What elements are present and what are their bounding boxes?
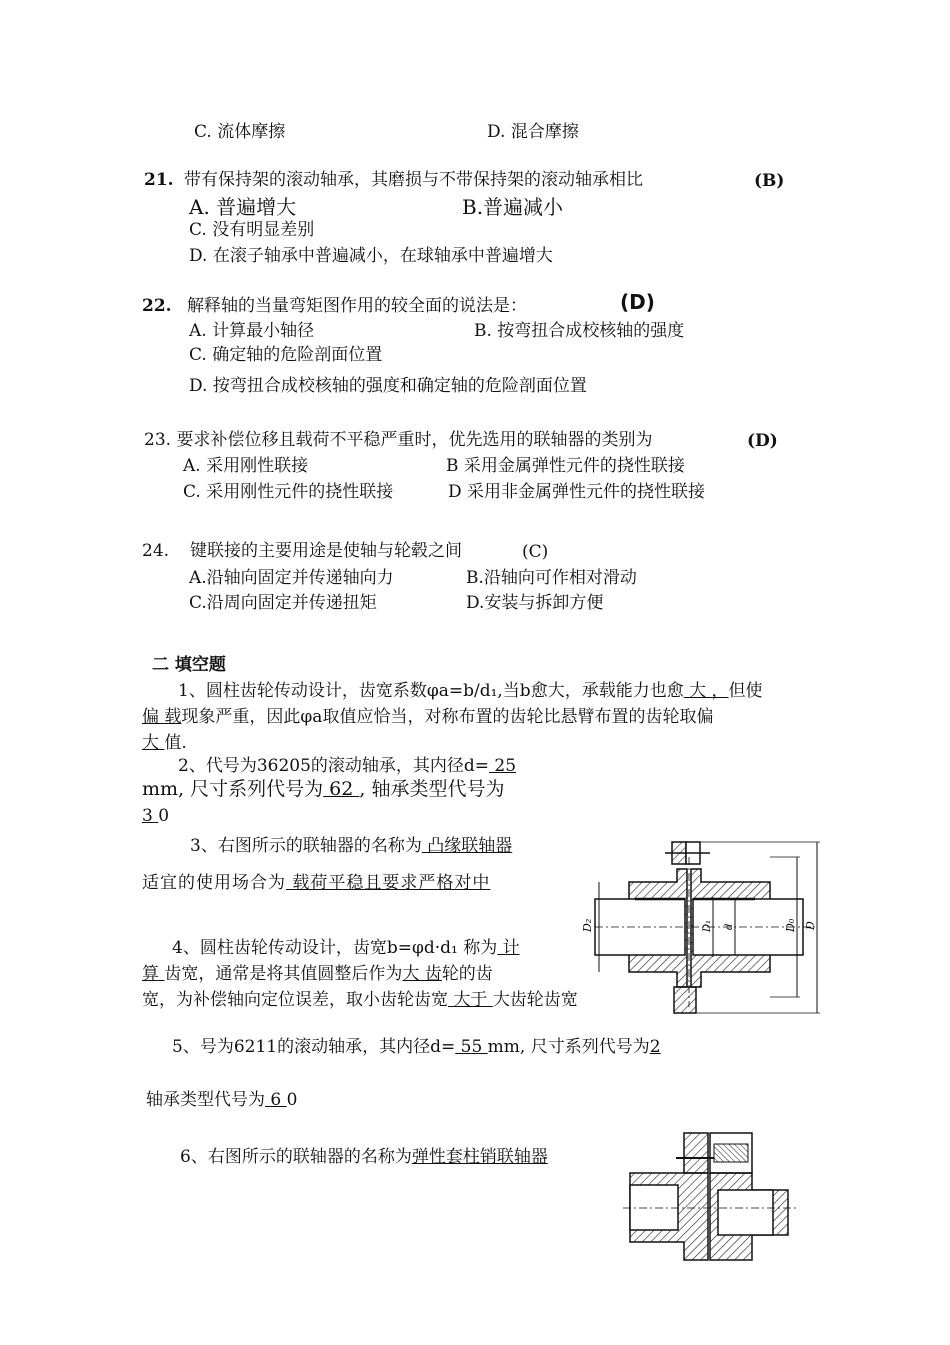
q22-answer: (D) xyxy=(620,290,655,314)
dim-d0-label: D₀ xyxy=(784,918,797,932)
f6-line1: 6、右图所示的联轴器的名称为弹性套柱销联轴器 xyxy=(180,1147,548,1167)
f4-line2: 算 齿宽，通常是将其值圆整后作为大 齿轮的齿 xyxy=(142,964,493,984)
f5-line2: 轴承类型代号为 6 0 xyxy=(146,1090,298,1110)
q23-option-c: C. 采用刚性元件的挠性联接 xyxy=(183,482,394,502)
q22-option-b: B. 按弯扭合成校核轴的强度 xyxy=(474,321,685,341)
f2-line2: mm, 尺寸系列代号为 62 , 轴承类型代号为 xyxy=(142,778,505,800)
q23-option-a: A. 采用刚性联接 xyxy=(183,456,309,476)
q21-option-c: C. 没有明显差别 xyxy=(189,220,315,240)
q21-stem: 带有保持架的滚动轴承，其磨损与不带保持架的滚动轴承相比 xyxy=(184,170,643,190)
q24-option-b: B.沿轴向可作相对滑动 xyxy=(466,568,637,588)
q20-option-d: D. 混合摩擦 xyxy=(487,122,579,142)
f4-line1: 4、圆柱齿轮传动设计，齿宽b=φd·d₁ 称为 计 xyxy=(172,938,520,958)
q23-option-d: D 采用非金属弹性元件的挠性联接 xyxy=(448,482,706,502)
f1-line1: 1、圆柱齿轮传动设计，齿宽系数φa=b/d₁,当b愈大，承载能力也愈 大 ，但使 xyxy=(178,681,763,701)
q23-stem: 23. 要求补偿位移且载荷不平稳严重时，优先选用的联轴器的类别为 xyxy=(144,430,653,450)
sleeve-pin-coupling-figure xyxy=(618,1130,803,1270)
q21-option-d: D. 在滚子轴承中普遍减小，在球轴承中普遍增大 xyxy=(189,246,553,266)
flange-coupling-figure xyxy=(581,837,835,1017)
q21-option-b: B.普遍减小 xyxy=(462,195,564,219)
q21-option-a: A. 普遍增大 xyxy=(189,195,297,219)
q24-option-c: C.沿周向固定并传递扭矩 xyxy=(189,593,377,613)
q22-stem: 解释轴的当量弯矩图作用的较全面的说法是： xyxy=(187,296,527,316)
q22-number: 22. xyxy=(142,296,172,316)
dim-outer-d-label: D xyxy=(804,921,817,930)
dim-d2-label: D₂ xyxy=(581,918,594,932)
q23-answer: (D) xyxy=(747,431,778,451)
q24-number: 24. xyxy=(142,541,170,561)
q21-answer: (B) xyxy=(754,171,785,191)
q23-option-b: B 采用金属弹性元件的挠性联接 xyxy=(446,456,685,476)
q20-option-c: C. 流体摩擦 xyxy=(194,122,286,142)
q22-option-c: C. 确定轴的危险剖面位置 xyxy=(189,345,383,365)
q24-option-d: D.安装与拆卸方便 xyxy=(466,593,604,613)
q22-option-a: A. 计算最小轴径 xyxy=(189,321,315,341)
dim-d-label: d xyxy=(724,923,735,930)
f2-line1: 2、代号为36205的滚动轴承，其内径d= 25 xyxy=(178,756,517,776)
f5-line1: 5、号为6211的滚动轴承，其内径d= 55 mm, 尺寸系列代号为2 xyxy=(172,1037,661,1057)
f4-line3: 宽，为补偿轴向定位误差，取小齿轮齿宽 大于 大齿轮齿宽 xyxy=(142,990,578,1010)
q24-stem: 键联接的主要用途是使轴与轮毂之间 xyxy=(190,541,462,561)
q21-number: 21. xyxy=(144,170,174,190)
q22-option-d: D. 按弯扭合成校核轴的强度和确定轴的危险剖面位置 xyxy=(189,376,587,396)
f2-line3: 3 0 xyxy=(142,806,170,826)
section-title: 二 填空题 xyxy=(152,655,226,675)
q24-answer: (C) xyxy=(522,542,549,562)
f1-line2: 偏 载现象严重，因此φa取值应恰当，对称布置的齿轮比悬臂布置的齿轮取偏 xyxy=(142,707,714,727)
f1-line3: 大 值. xyxy=(142,733,187,753)
dim-d1-label: D₁ xyxy=(702,919,713,932)
f3-line1: 3、右图所示的联轴器的名称为 凸缘联轴器 xyxy=(190,836,513,856)
q24-option-a: A.沿轴向固定并传递轴向力 xyxy=(189,568,394,588)
f3-line2: 适宜的使用场合为 载荷平稳且要求严格对中 xyxy=(142,873,491,893)
